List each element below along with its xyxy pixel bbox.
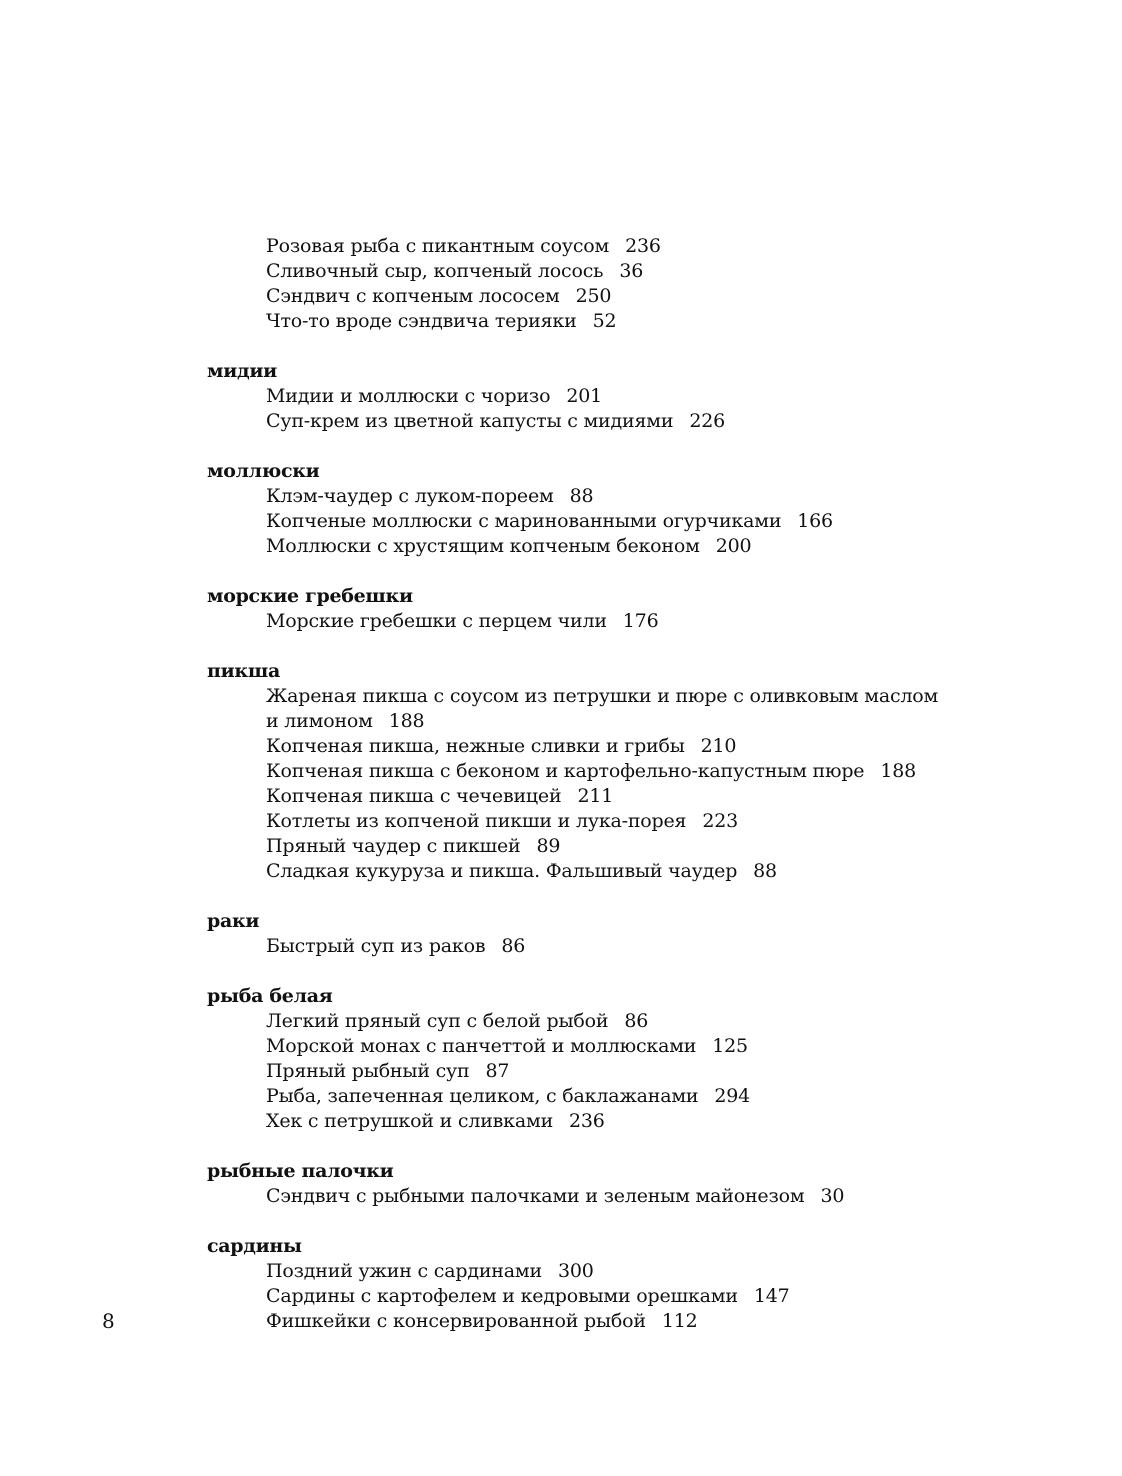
index-entry bbox=[266, 1259, 594, 1284]
entry-title: Быстрый суп из раков bbox=[266, 935, 486, 957]
entry-page: 89 bbox=[536, 835, 561, 857]
entry-page: 125 bbox=[712, 1035, 748, 1057]
entry-page: 87 bbox=[485, 1060, 510, 1082]
entry-page: 294 bbox=[714, 1085, 751, 1107]
entry-title: Котлеты из копченой пикши и лука-порея bbox=[266, 810, 687, 832]
index-entry bbox=[266, 1059, 509, 1084]
entry-title-continuation: и лимоном bbox=[266, 710, 373, 732]
entry-page: 88 bbox=[753, 860, 777, 882]
entry-title: Жареная пикша с соусом из петрушки и пюре с оливковым маслом bbox=[266, 685, 939, 707]
index-entry bbox=[266, 234, 661, 259]
entry-title: Сардины с картофелем и кедровыми орешками bbox=[266, 1285, 738, 1307]
section-heading: пикша bbox=[207, 660, 280, 682]
entry-page: 52 bbox=[592, 310, 617, 332]
section-heading: раки bbox=[207, 910, 260, 932]
entry-page: 88 bbox=[569, 485, 594, 507]
index-entry bbox=[266, 534, 751, 559]
index-entry-continuation bbox=[266, 709, 424, 734]
section-heading: сардины bbox=[207, 1235, 302, 1257]
entry-title: Легкий пряный суп с белой рыбой bbox=[266, 1010, 609, 1032]
entry-page: 250 bbox=[575, 285, 612, 307]
section-heading: рыбные палочки bbox=[207, 1160, 394, 1182]
entry-page: 210 bbox=[700, 735, 737, 757]
entry-page: 211 bbox=[577, 785, 614, 807]
entry-title: Розовая рыба с пикантным соусом bbox=[266, 235, 610, 257]
index-entry bbox=[266, 509, 833, 534]
index-entry bbox=[266, 834, 560, 859]
index-entry bbox=[266, 809, 738, 834]
entry-title: Морские гребешки с перцем чили bbox=[266, 610, 607, 632]
entry-page: 147 bbox=[753, 1285, 790, 1307]
entry-page: 112 bbox=[661, 1310, 698, 1332]
index-entry bbox=[266, 484, 593, 509]
entry-page: 36 bbox=[619, 260, 644, 282]
section-heading: моллюски bbox=[207, 460, 320, 482]
index-entry bbox=[266, 609, 658, 634]
entry-title: Пряный рыбный суп bbox=[266, 1060, 470, 1082]
entry-title: Клэм-чаудер с луком-пореем bbox=[266, 485, 554, 507]
entry-title: Пряный чаудер с пикшей bbox=[266, 835, 521, 857]
entry-title: Копченая пикша с чечевицей bbox=[266, 785, 562, 807]
entry-title: Копченые моллюски с маринованными огурчиками bbox=[266, 510, 782, 532]
entry-title: Сливочный сыр, копченый лосось bbox=[266, 260, 604, 282]
entry-title: Морской монах с панчеттой и моллюсками bbox=[266, 1035, 697, 1057]
entry-title: Копченая пикша, нежные сливки и грибы bbox=[266, 735, 685, 757]
index-entry bbox=[266, 1184, 844, 1209]
index-entry bbox=[266, 934, 525, 959]
entry-page: 86 bbox=[624, 1010, 649, 1032]
entry-page: 300 bbox=[557, 1260, 594, 1282]
entry-page: 86 bbox=[501, 935, 526, 957]
entry-title: Что-то вроде сэндвича терияки bbox=[266, 310, 577, 332]
entry-title: Рыба, запеченная целиком, с баклажанами bbox=[266, 1085, 699, 1107]
index-entry bbox=[266, 684, 938, 709]
entry-page: 166 bbox=[797, 510, 833, 532]
index-entry bbox=[266, 284, 611, 309]
entry-page: 223 bbox=[702, 810, 739, 832]
entry-page: 236 bbox=[625, 235, 661, 257]
index-entry bbox=[266, 1309, 698, 1334]
entry-title: Суп-крем из цветной капусты с мидиями bbox=[266, 410, 674, 432]
entry-page: 226 bbox=[689, 410, 725, 432]
index-entry bbox=[266, 409, 725, 434]
entry-title: Моллюски с хрустящим копченым беконом bbox=[266, 535, 700, 557]
section-heading: мидии bbox=[207, 360, 277, 382]
index-entry bbox=[266, 759, 916, 784]
index-entry bbox=[266, 784, 613, 809]
section-heading: рыба белая bbox=[207, 985, 333, 1007]
entry-page: 236 bbox=[569, 1110, 605, 1132]
entry-page: 188 bbox=[388, 710, 425, 732]
index-entry bbox=[266, 259, 643, 284]
entry-page: 188 bbox=[880, 760, 917, 782]
entry-title: Сладкая кукуруза и пикша. Фальшивый чаудер bbox=[266, 860, 738, 882]
index-entry bbox=[266, 1009, 648, 1034]
index-entry bbox=[266, 1109, 605, 1134]
index-entry bbox=[266, 1084, 750, 1109]
entry-page: 176 bbox=[622, 610, 659, 632]
entry-title: Сэндвич с рыбными палочками и зеленым майонезом bbox=[266, 1185, 805, 1207]
entry-title: Поздний ужин с сардинами bbox=[266, 1260, 542, 1282]
index-entry bbox=[266, 384, 602, 409]
entry-page: 200 bbox=[715, 535, 752, 557]
index-entry bbox=[266, 1034, 748, 1059]
index-entry bbox=[266, 1284, 790, 1309]
page-number: 8 bbox=[102, 1309, 115, 1333]
entry-title: Фишкейки с консервированной рыбой bbox=[266, 1310, 646, 1332]
index-entry bbox=[266, 309, 616, 334]
entry-title: Мидии и моллюски с чоризо bbox=[266, 385, 551, 407]
index-entry bbox=[266, 734, 736, 759]
entry-title: Сэндвич с копченым лососем bbox=[266, 285, 560, 307]
index-entry bbox=[266, 859, 777, 884]
entry-title: Копченая пикша с беконом и картофельно-капустным пюре bbox=[266, 760, 865, 782]
entry-page: 30 bbox=[820, 1185, 845, 1207]
entry-title: Хек с петрушкой и сливками bbox=[266, 1110, 554, 1132]
entry-page: 201 bbox=[566, 385, 602, 407]
section-heading: морские гребешки bbox=[207, 585, 413, 607]
